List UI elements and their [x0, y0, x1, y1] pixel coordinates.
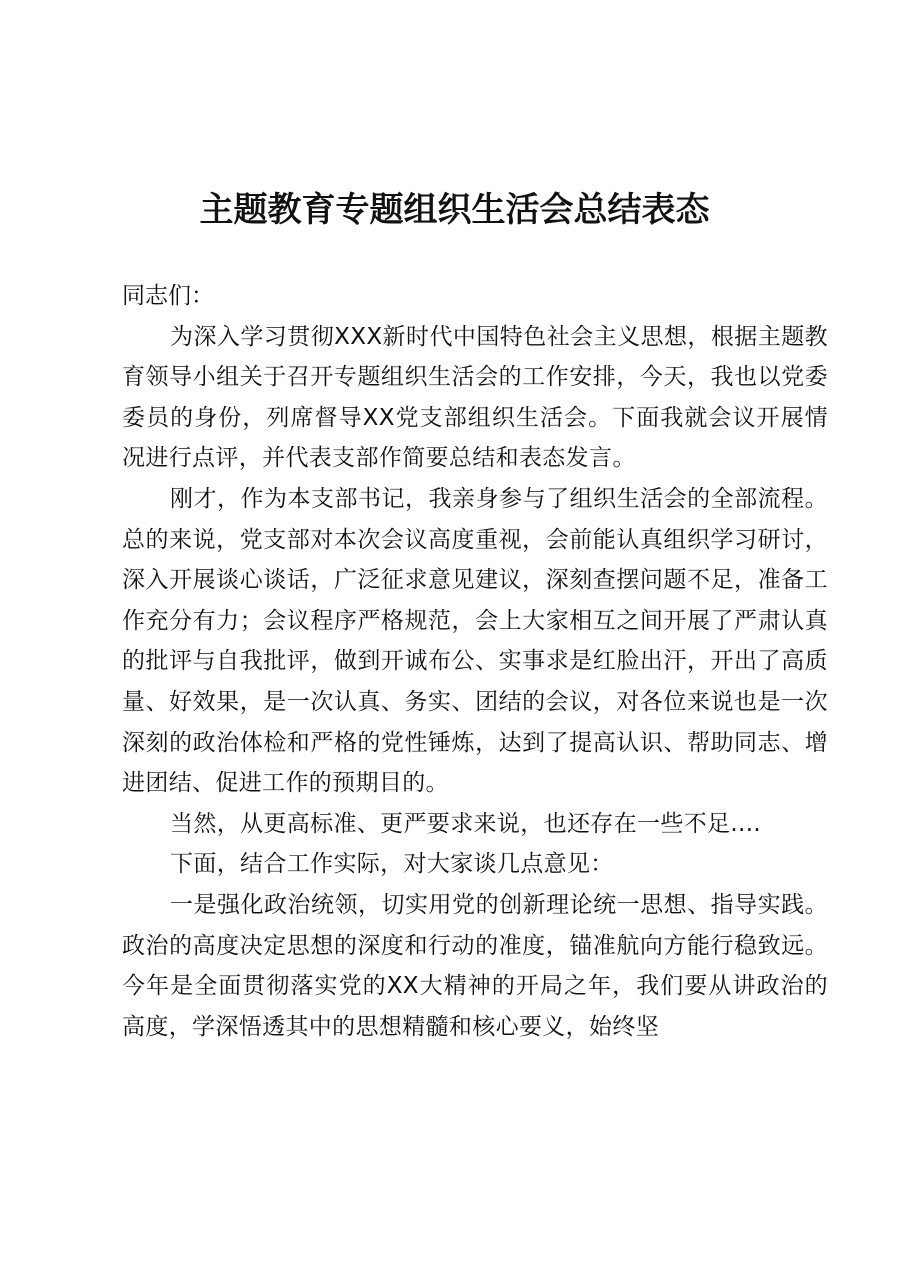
paragraph-review: 刚才，作为本支部书记，我亲身参与了组织生活会的全部流程。总的来说，党支部对本次会议高度重视，会前能认真组织学习研讨，深入开展谈心谈话，广泛征求意见建议，深刻查摆问题不足，准备工作充分有力；会议程序严格规范，会上大家相互之间开展了严肃认真的批评与自我批评，做到开诚布公、实事求是红脸出汗，开出了高质量、好效果，是一次认真、务实、团结的会议，对各位来说也是一次深刻的政治体检和严格的党性锤炼，达到了提高认识、帮助同志、增进团结、促进工作的预期目的。	[122, 485, 828, 797]
paragraph-intro: 为深入学习贯彻XXX新时代中国特色社会主义思想，根据主题教育领导小组关于召开专题组织生活会的工作安排，今天，我也以党委委员的身份，列席督导XX党支部组织生活会。下面我就会议开展情况进行点评，并代表支部作简要总结和表态发言。	[122, 323, 828, 472]
document-body	[122, 276, 828, 1047]
paragraph-opinions-intro: 下面，结合工作实际，对大家谈几点意见：	[170, 851, 614, 878]
salutation: 同志们：	[122, 283, 214, 309]
document-title: 主题教育专题组织生活会总结表态	[199, 190, 710, 230]
paragraph-point-one: 一是强化政治统领，切实用党的创新理论统一思想、指导实践。政治的高度决定思想的深度和行动的准度，锚准航向方能行稳致远。今年是全面贯彻落实党的XX大精神的开局之年，我们要从讲政治的高度，学深悟透其中的思想精髓和核心要义，始终坚	[122, 891, 828, 1040]
paragraph-shortcomings: 当然，从更高标准、更严要求来说，也还存在一些不足....	[170, 810, 762, 837]
